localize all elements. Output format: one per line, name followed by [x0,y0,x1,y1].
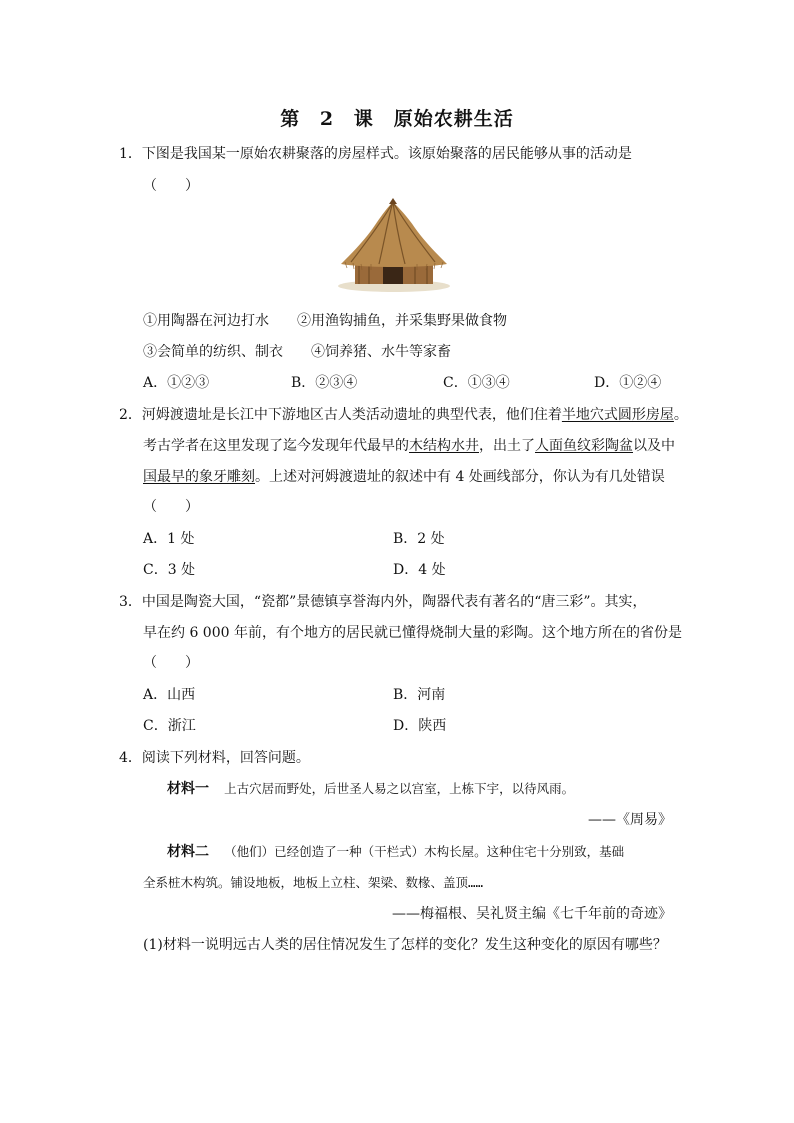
q3-option-a[interactable]: A．山西 [143,687,196,703]
q1-stem-line2: （ ） [143,178,199,194]
q4-material-1 [167,779,574,799]
q2-stem-line3 [143,467,665,487]
q4-stem: 4．阅读下列材料，回答问题。 [119,750,310,766]
q4-material-1-source: ——《周易》 [588,812,672,828]
q3-option-d[interactable]: D．陕西 [393,718,447,734]
q2-stem-line1 [119,405,688,425]
q2-underline-dwelling: 半地穴式圆形房屋 [561,407,674,423]
q1-option-c[interactable]: C．①③④ [443,375,510,391]
q4-material-2-source: ——梅福根、吴礼贤主编《七千年前的奇迹》 [392,906,672,922]
q4-material-2-label: 材料二 [167,844,209,860]
q1-stem-line1: 1．下图是我国某一原始农耕聚落的房屋样式。该原始聚落的居民能够从事的活动是 [119,146,632,162]
q2-stem-line4: （ ） [143,499,199,515]
lesson-title: 第 2 课 原始农耕生活 [280,108,514,130]
q2-l3-post: 。上述对河姆渡遗址的叙述中有 4 处画线部分，你认为有几处错误 [255,469,665,485]
q4-material-2-line2: 全系桩木构筑。铺设地板，地板上立柱、架梁、数椽、盖顶…… [143,875,484,890]
q1-option-b[interactable]: B．②③④ [291,375,358,391]
q4-material-1-label: 材料一 [167,781,209,797]
q2-option-b[interactable]: B．2 处 [393,531,445,547]
q2-option-c[interactable]: C．3 处 [143,562,196,578]
q1-items-line1: ①用陶器在河边打水 ②用渔钩捕鱼，并采集野果做食物 [143,313,507,329]
q3-option-b[interactable]: B．河南 [393,687,446,703]
q2-l1-pre: 2．河姆渡遗址是长江中下游地区古人类活动遗址的典型代表，他们住着 [119,407,562,423]
q2-l2-post: 以及中 [633,438,675,454]
q2-stem-line2 [143,436,675,456]
q2-option-d[interactable]: D．4 处 [393,562,446,578]
q1-option-a[interactable]: A．①②③ [143,375,210,391]
q2-option-a[interactable]: A．1 处 [143,531,195,547]
q3-stem-line1: 3．中国是陶瓷大国，“瓷都”景德镇享誉海内外，陶器代表有著名的“唐三彩”。其实， [119,594,647,610]
q1-option-d[interactable]: D．①②④ [594,375,662,391]
q4-material-2-text1: （他们）已经创造了一种（干栏式）木构长屋。这种住宅十分别致，基础 [224,844,625,859]
q2-underline-ivory: 国最早的象牙雕刻 [143,469,255,485]
q2-l2-mid: ，出土了 [479,438,535,454]
q3-stem-line3: （ ） [143,655,199,671]
q3-option-c[interactable]: C．浙江 [143,718,196,734]
q2-underline-well: 木结构水井 [409,438,479,454]
q2-l2-pre: 考古学者在这里发现了迄今发现年代最早的 [143,438,409,454]
q2-l1-post: 。 [673,407,688,423]
q2-underline-basin: 人面鱼纹彩陶盆 [535,438,633,454]
q4-subquestion-1: (1)材料一说明远古人类的居住情况发生了怎样的变化？发生这种变化的原因有哪些？ [143,937,667,953]
thatched-hut-image [335,198,453,294]
q4-material-1-text: 上古穴居而野处，后世圣人易之以宫室，上栋下宇，以待风雨。 [224,781,575,796]
q1-items-line2: ③会简单的纺织、制衣 ④饲养猪、水牛等家畜 [143,344,451,360]
q4-material-2-line1 [167,842,624,862]
q3-stem-line2: 早在约 6 000 年前，有个地方的居民就已懂得烧制大量的彩陶。这个地方所在的省份是 [143,625,682,641]
